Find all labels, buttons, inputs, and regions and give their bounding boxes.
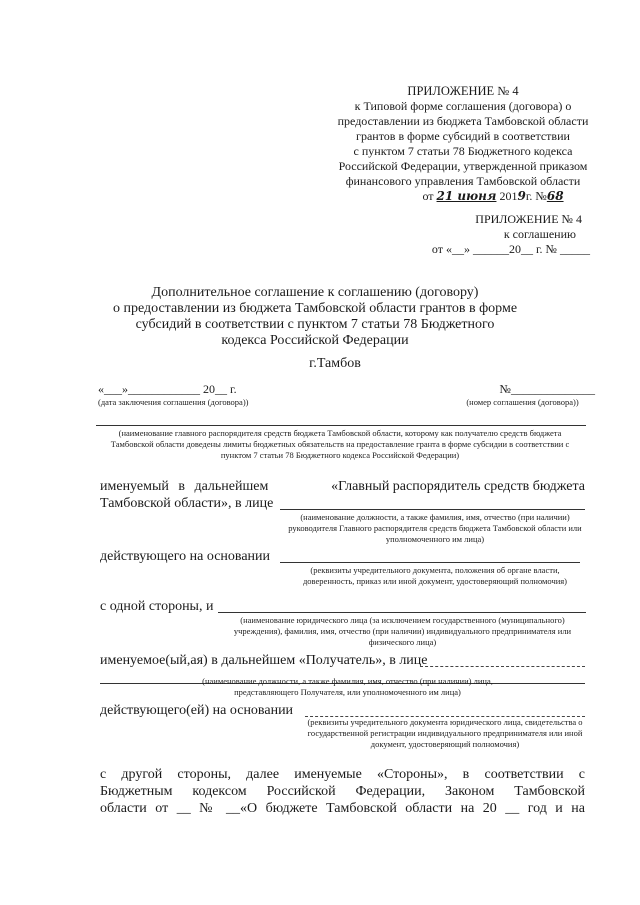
document-title: Дополнительное соглашение к соглашению (договору) о предоставлении из бюджета Тамбовской области грантов в форме субсидий в соответствии с пунктом 7 статьи 78 Бюджетного кодекса Российской Федерации	[112, 285, 518, 348]
basis1-label: действующего на основании	[100, 549, 271, 564]
appendix-sub-line1: к соглашению	[503, 227, 576, 241]
appendix-line: грантов в форме субсидий в соответствии	[356, 129, 570, 143]
city: г.Тамбов	[309, 356, 361, 371]
appendix-line: к Типовой форме соглашения (договора) о	[354, 99, 572, 113]
number-field: №______________ (номер соглашения (договора))	[450, 382, 595, 408]
final-para-line2: Бюджетным кодексом Российской Федерации, Законом Тамбовской	[100, 784, 585, 799]
appendix-sub-line2: от «__» ______20__ г. № _____	[431, 242, 590, 256]
person2-caption: (наименование должности, а также фамилия, имя, отчество (при наличии) лица, представляющего Получателя, или уполномоченного им лица)	[202, 676, 493, 697]
legal-entity-fill-line	[218, 612, 586, 613]
handwritten-year: 9	[517, 189, 526, 203]
date-field: «___»____________ 20__ г. (дата заключения соглашения (договора))	[98, 382, 298, 408]
number-caption: (номер соглашения (договора))	[466, 397, 579, 407]
recipient-line: именуемое(ый,ая) в дальнейшем «Получатель», в лице	[100, 653, 428, 668]
person1-caption: (наименование должности, а также фамилия, имя, отчество (при наличии) руководителя Главного распорядителя средств бюджета Тамбовской области или уполномоченного им лица)	[288, 512, 582, 544]
appendix-header	[318, 84, 608, 204]
one-side-label: с одной стороны, и	[100, 599, 214, 614]
para1-line1: именуемый в дальнейшем «Главный распорядитель средств бюджета	[100, 479, 585, 494]
date-caption: (дата заключения соглашения (договора))	[98, 397, 249, 407]
appendix-sub	[400, 212, 590, 257]
para1-line2: Тамбовской области», в лице	[100, 496, 274, 511]
person1-fill-line	[280, 509, 585, 510]
appendix-date-line: от 21 июня 2019г. №68	[422, 189, 564, 203]
final-para-line1: с другой стороны, далее именуемые «Стороны», в соответствии с	[100, 767, 585, 782]
final-para-line3: области от __ № __«О бюджете Тамбовской области на 20 __ год и на	[100, 801, 585, 816]
legal-entity-caption: (наименование юридического лица (за исключением государственного (муниципального) учреждения), фамилия, имя, отчество (при наличии) индивидуального предпринимателя или физического лица)	[233, 615, 572, 647]
appendix-title: ПРИЛОЖЕНИЕ № 4	[407, 84, 519, 98]
basis1-caption: (реквизиты учредительного документа, положения об органе власти, доверенность, приказ или иной документ, удостоверяющий полномочия)	[302, 565, 568, 586]
appendix-sub-title: ПРИЛОЖЕНИЕ № 4	[475, 212, 582, 226]
handwritten-number: 68	[546, 189, 564, 203]
recipient-fill-line	[420, 666, 585, 667]
basis2-caption: (реквизиты учредительного документа юридического лица, свидетельства о государственной регистрации индивидуального предпринимателя или иной документ, удостоверяющий полномочия)	[307, 717, 583, 749]
handwritten-date: 21 июня	[436, 189, 497, 203]
appendix-line: Российской Федерации, утвержденной приказом	[338, 159, 588, 173]
basis2-label: действующего(ей) на основании	[100, 703, 294, 718]
main-distributor-fill-line	[96, 425, 586, 426]
main-distributor-caption: (наименование главного распорядителя средств бюджета Тамбовской области, которому как получателю средств бюджета Тамбовской области доведены лимиты бюджетных обязательств на предоставление гранта в форме субсидии в соответствии с пунктом 7 статьи 78 Бюджетного кодекса Российской Федерации)	[110, 428, 570, 460]
basis1-fill-line	[280, 562, 580, 563]
appendix-line: предоставлении из бюджета Тамбовской области	[337, 114, 589, 128]
appendix-line: с пунктом 7 статьи 78 Бюджетного кодекса	[353, 144, 573, 158]
appendix-line: финансового управления Тамбовской области	[345, 174, 581, 188]
